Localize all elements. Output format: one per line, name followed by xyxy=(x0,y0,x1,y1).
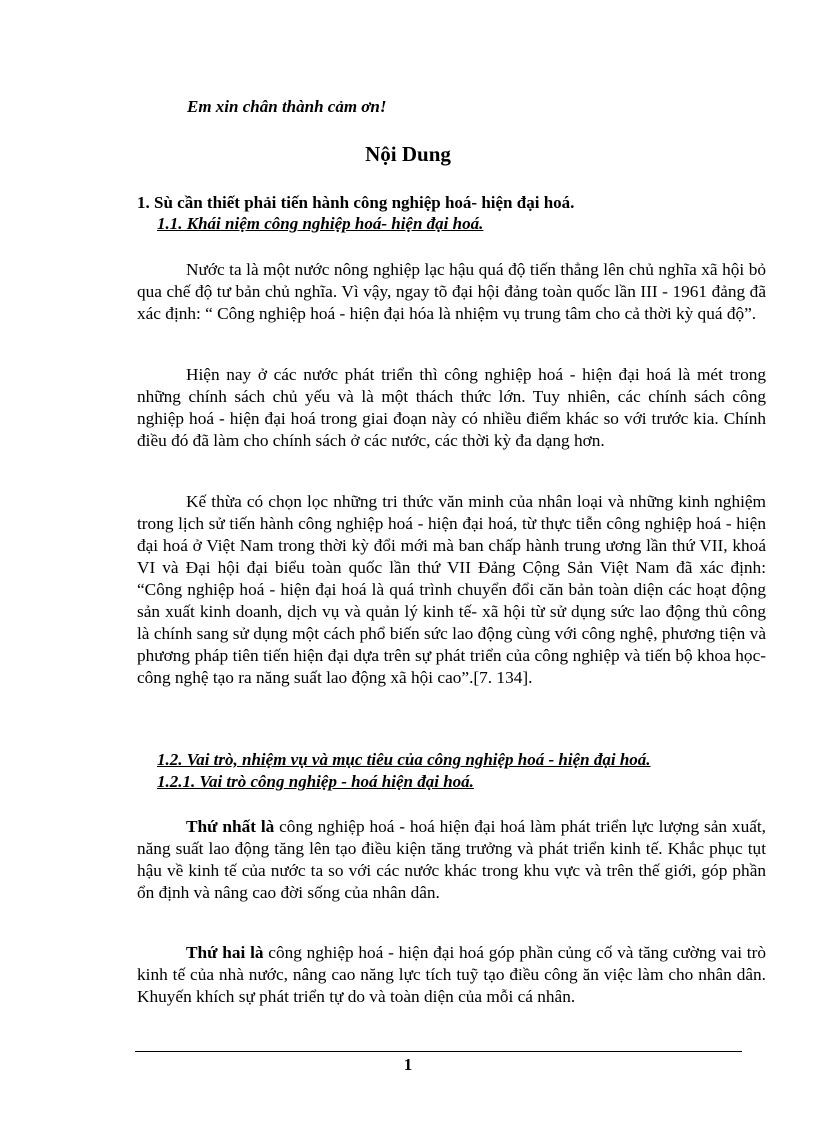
page-title: Nội Dung xyxy=(365,142,451,166)
section-heading-1-1: 1.1. Khái niệm công nghiệp hoá- hiện đại hoá. xyxy=(157,214,484,233)
section-heading-1: 1. Sù cần thiết phải tiến hành công nghiệp hoá- hiện đại hoá. xyxy=(137,193,575,212)
paragraph-3: Kế thừa có chọn lọc những tri thức văn minh của nhân loại và những kinh nghiệm trong lịch sử tiến hành công nghiệp hoá - hiện đại hoá, từ thực tiễn công nghiệp hoá - hiện đại hoá ở Việt Nam trong thời kỳ đổi mới mà ban chấp hành trung ương lần thứ VII, khoá VI và Đại hội đại biểu toàn quốc lần thứ VII Đảng Cộng Sản Việt Nam đã xác định: “Công nghiệp hoá - hiện đại hoá là quá trình chuyển đổi căn bản toàn diện các hoạt động sản xuất kinh doanh, dịch vụ và quản lý kinh tế- xã hội từ sử dụng sức lao động thủ công là chính sang sử dụng một cách phổ biến sức lao động cùng với công nghệ, phương tiện và phương pháp tiên tiến hiện đại dựa trên sự phát triển của công nghiệp và tiến bộ khoa học- công nghệ tạo ra năng suất lao động xã hội cao”.[7. 134]. xyxy=(137,492,766,687)
paragraph-5 xyxy=(137,942,766,1008)
paragraph-5-text: công nghiệp hoá - hiện đại hoá góp phần củng cố và tăng cường vai trò kinh tế của nhà nước, nâng cao năng lực tích tuỹ tạo điều công ăn việc làm cho nhân dân. Khuyến khích sự phát triển tự do và toàn diện của mỗi cá nhân. xyxy=(137,943,766,1006)
paragraph-4-text: công nghiệp hoá - hoá hiện đại hoá làm phát triển lực lượng sản xuất, năng suất lao động tăng lên tạo điều kiện tăng trưởng và phát triển kinh tế. Khắc phục tụt hậu về kinh tế của nước ta so với các nước khác trong khu vực và trên thế giới, góp phần ổn định và nâng cao đời sống của nhân dân. xyxy=(137,817,766,902)
paragraph-4-lead: Thứ nhất là xyxy=(186,817,275,836)
page-number: 1 xyxy=(403,1055,413,1074)
thanks-line: Em xin chân thành cảm ơn! xyxy=(187,97,387,116)
paragraph-4 xyxy=(137,816,766,904)
paragraph-1: Nước ta là một nước nông nghiệp lạc hậu quá độ tiến thẳng lên chủ nghĩa xã hội bỏ qua chế độ tư bản chủ nghĩa. Vì vậy, ngay tõ đại hội đảng toàn quốc lần III - 1961 đảng đã xác định: “ Công nghiệp hoá - hiện đại hóa là nhiệm vụ trung tâm cho cả thời kỳ quá độ”. xyxy=(137,260,766,323)
paragraph-5-lead: Thứ hai là xyxy=(186,943,264,962)
footer-divider xyxy=(135,1051,742,1052)
section-heading-1-2: 1.2. Vai trò, nhiệm vụ và mục tiêu của công nghiệp hoá - hiện đại hoá. xyxy=(157,750,651,769)
section-heading-1-2-1: 1.2.1. Vai trò công nghiệp - hoá hiện đại hoá. xyxy=(157,772,474,791)
paragraph-2: Hiện nay ở các nước phát triển thì công nghiệp hoá - hiện đại hoá là mét trong những chính sách chủ yếu và là một thách thức lớn. Tuy nhiên, các chính sách công nghiệp hoá - hiện đại hoá trong giai đoạn này có nhiều điểm khác so với trước kia. Chính điều đó đã làm cho chính sách ở các nước, các thời kỳ đa dạng hơn. xyxy=(137,365,766,450)
